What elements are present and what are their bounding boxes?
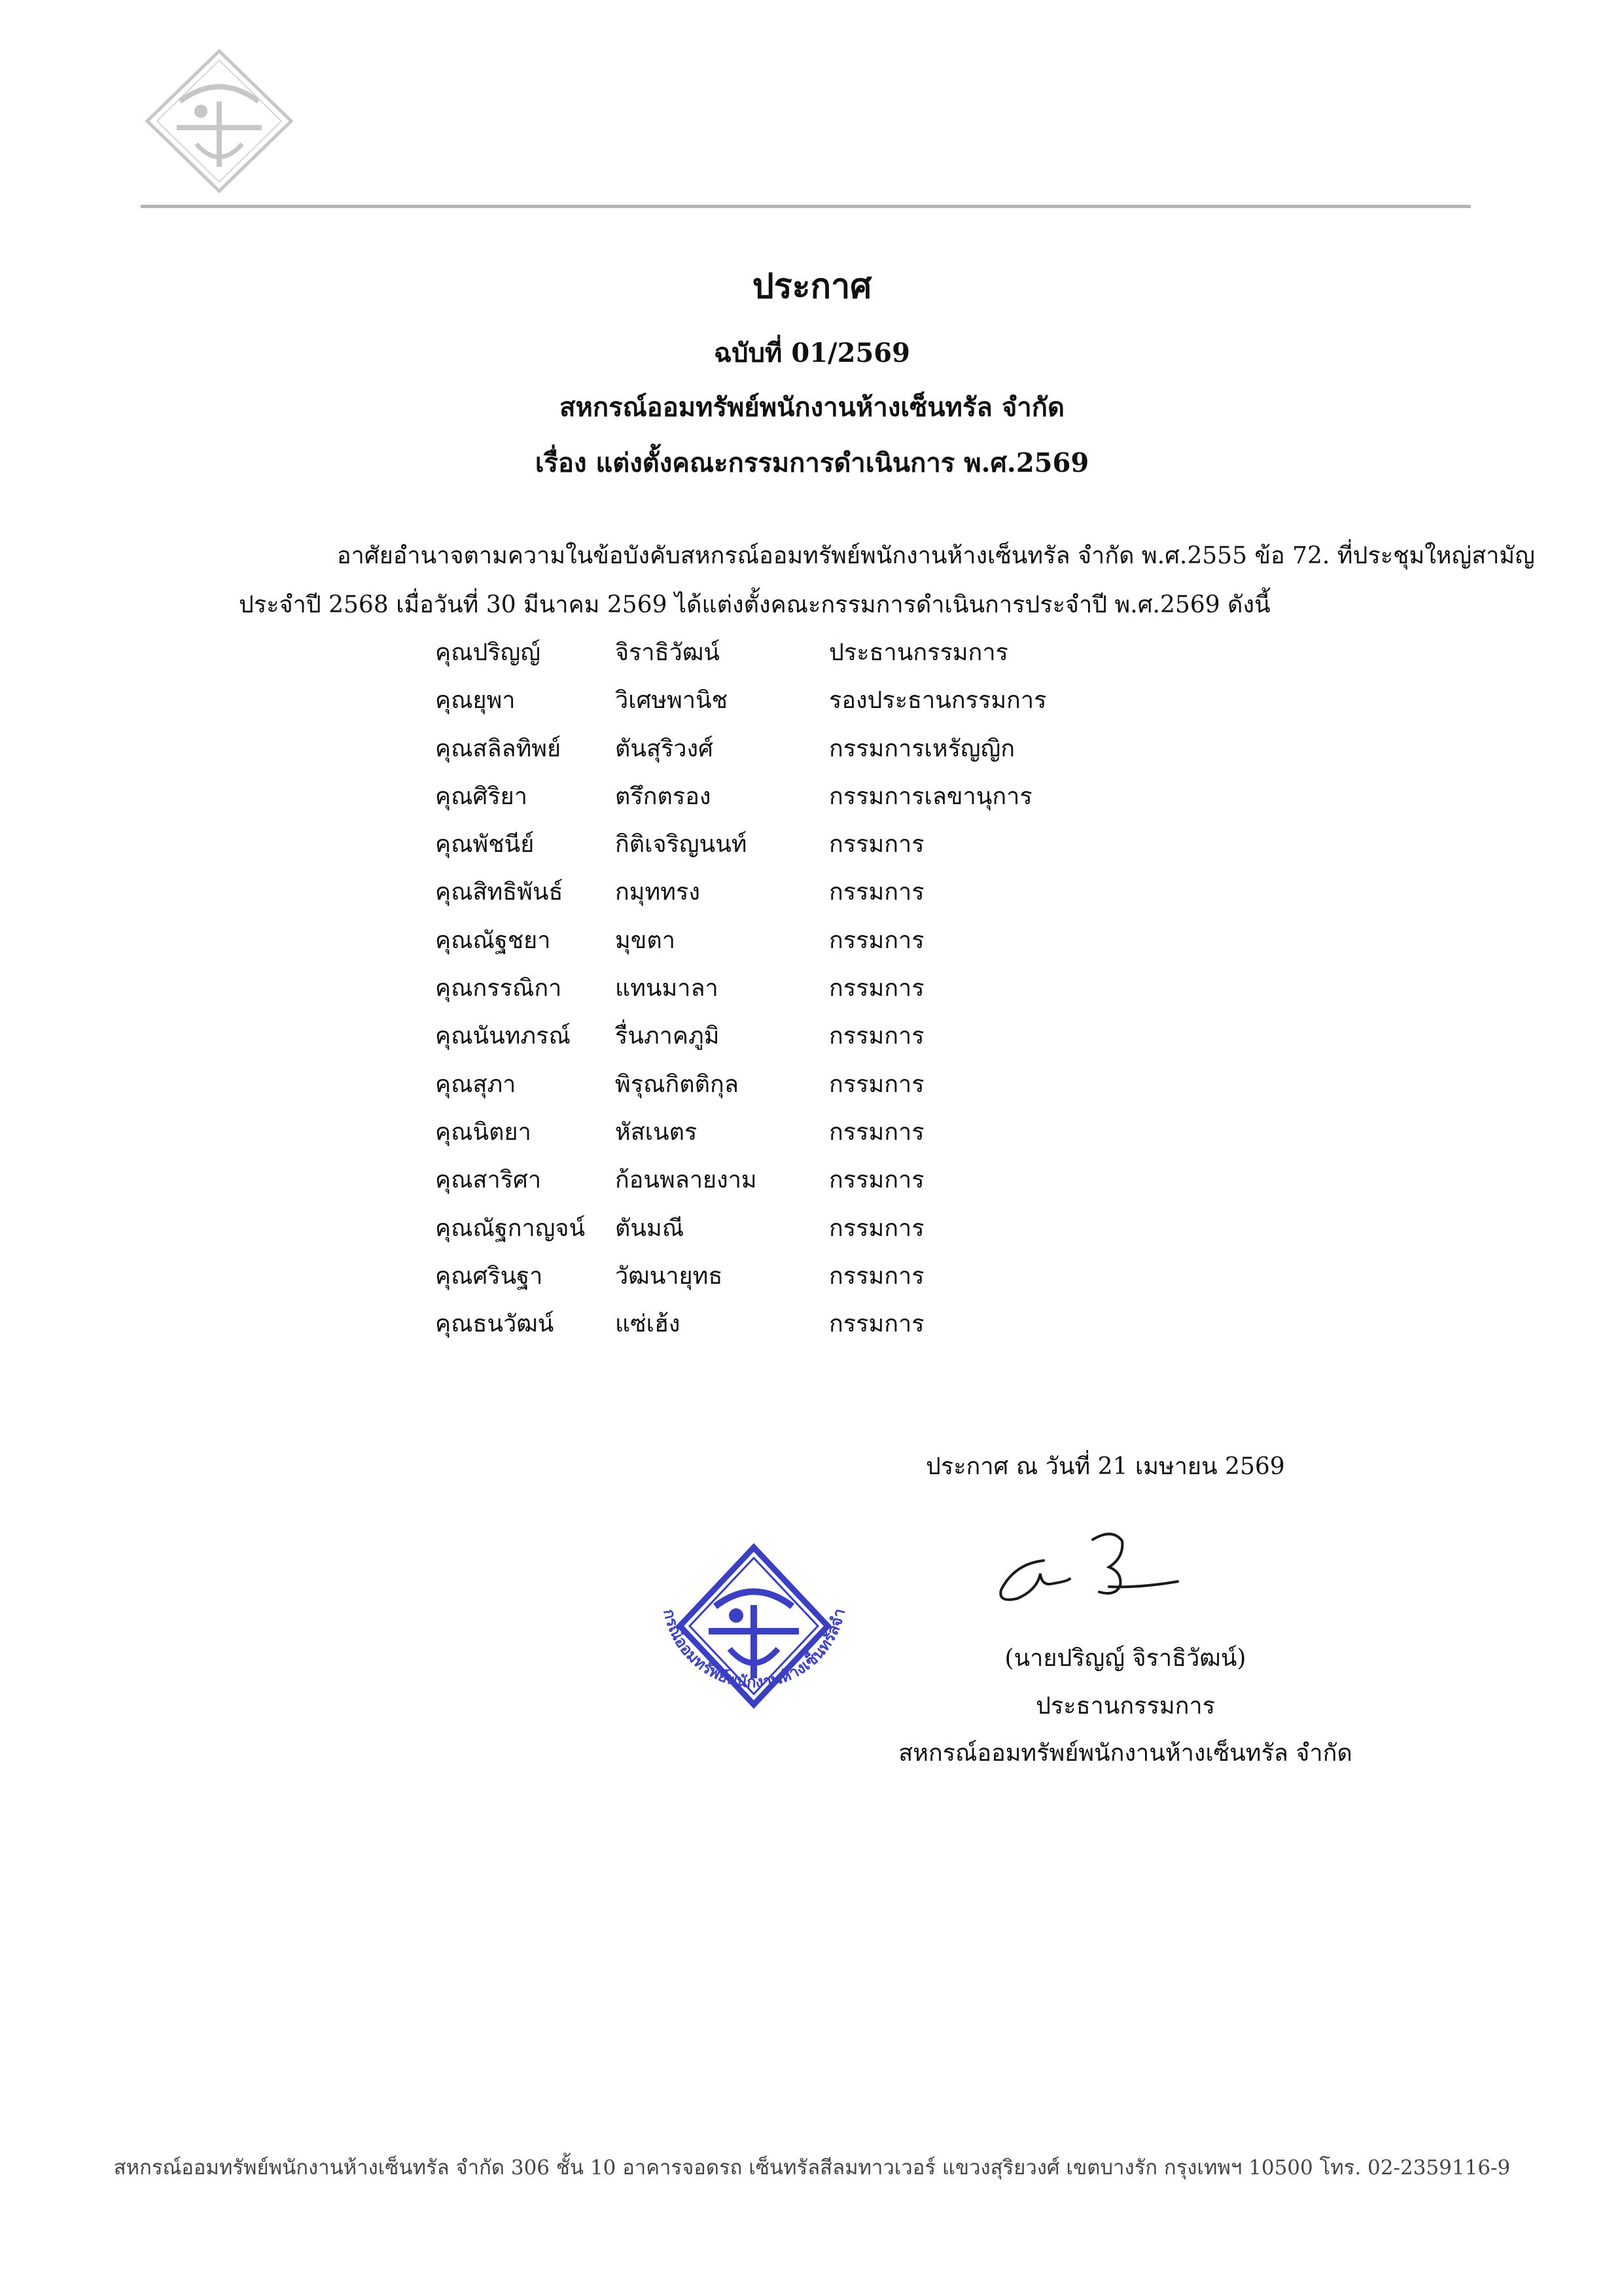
member-role: กรรมการ <box>829 975 925 1002</box>
member-first-name: คุณพัชนีย์ <box>435 831 535 858</box>
member-last-name: กมุททรง <box>615 879 700 906</box>
member-first-name: คุณณัฐกาญจน์ <box>435 1214 586 1242</box>
member-last-name: จิราธิวัฒน์ <box>615 639 720 666</box>
member-last-name: กิติเจริญนนท์ <box>615 831 747 858</box>
member-role: กรรมการ <box>829 1262 925 1290</box>
member-first-name: คุณสุภา <box>435 1070 516 1098</box>
member-role: กรรมการ <box>829 1070 925 1098</box>
member-role: กรรมการ <box>829 831 925 858</box>
member-first-name: คุณสลิลทิพย์ <box>435 735 561 762</box>
member-role: กรรมการ <box>829 1023 925 1050</box>
member-last-name: ตันสุริวงศ์ <box>615 735 713 762</box>
announcement-subject: เรื่อง แต่งตั้งคณะกรรมการดำเนินการ พ.ศ.2569 <box>535 448 1089 478</box>
member-last-name: แซ่เฮ้ง <box>615 1311 680 1338</box>
member-role: กรรมการ <box>829 1214 925 1242</box>
signer-organization: สหกรณ์ออมทรัพย์พนักงานห้างเซ็นทรัล จำกัด <box>898 1740 1352 1767</box>
member-first-name: คุณสาริศา <box>435 1167 542 1194</box>
member-first-name: คุณศรินฐา <box>435 1262 543 1290</box>
announcement-issue: ฉบับที่ 01/2569 <box>714 338 910 368</box>
member-role: กรรมการ <box>829 879 925 906</box>
member-first-name: คุณยุพา <box>435 687 516 715</box>
cooperative-logo-icon <box>141 46 298 196</box>
member-role: กรรมการเลขานุการ <box>829 783 1033 810</box>
announcement-date: ประกาศ ณ วันที่ 21 เมษายน 2569 <box>926 1453 1285 1480</box>
intro-line-2: ประจำปี 2568 เมื่อวันที่ 30 มีนาคม 2569 ได้แต่งตั้งคณะกรรมการดำเนินการประจำปี พ.ศ.2569 ดังนี้ <box>239 592 1271 618</box>
member-first-name: คุณนิตยา <box>435 1118 531 1146</box>
announcement-title: ประกาศ <box>752 266 872 306</box>
organization-name: สหกรณ์ออมทรัพย์พนักงานห้างเซ็นทรัล จำกัด <box>559 392 1065 423</box>
member-role: ประธานกรรมการ <box>829 639 1008 666</box>
seal-text: กรณ์ออมทรัพย์พนักงานห้างเซ็นทรัลจำ <box>660 1606 849 1691</box>
footer-address: สหกรณ์ออมทรัพย์พนักงานห้างเซ็นทรัล จำกัด 306 ชั้น 10 อาคารจอดรถ เซ็นทรัลสีลมทาวเวอร์ แขวงสุริยวงศ์ เขตบางรัก กรุงเทพฯ 10500 โทร. 02-2359116-9 <box>113 2156 1511 2180</box>
header-rule <box>141 205 1471 208</box>
member-first-name: คุณนันทภรณ์ <box>435 1023 571 1050</box>
intro-line-1: อาศัยอำนาจตามความในข้อบังคับสหกรณ์ออมทรัพย์พนักงานห้างเซ็นทรัล จำกัด พ.ศ.2555 ข้อ 72. ที่ประชุมใหญ่สามัญ <box>337 542 1535 569</box>
member-first-name: คุณศิริยา <box>435 783 527 810</box>
signer-role: ประธานกรรมการ <box>1036 1693 1215 1720</box>
member-last-name: วัฒนายุทธ <box>615 1262 723 1290</box>
member-first-name: คุณณัฐชยา <box>435 927 551 954</box>
member-role: กรรมการ <box>829 1167 925 1194</box>
member-first-name: คุณสิทธิพันธ์ <box>435 879 563 906</box>
member-last-name: ตรึกตรอง <box>615 783 711 810</box>
member-last-name: ก้อนพลายงาม <box>615 1167 757 1194</box>
member-role: กรรมการเหรัญญิก <box>829 735 1015 762</box>
handwritten-signature <box>981 1521 1191 1613</box>
member-first-name: คุณกรรณิกา <box>435 975 562 1002</box>
member-last-name: พิรุณกิตติกุล <box>615 1070 739 1098</box>
member-last-name: ตันมณี <box>615 1214 684 1242</box>
signer-name: (นายปริญญ์ จิราธิวัฒน์) <box>1004 1645 1246 1672</box>
member-role: รองประธานกรรมการ <box>829 687 1047 715</box>
member-role: กรรมการ <box>829 1118 925 1146</box>
member-last-name: มุขตา <box>615 927 675 954</box>
member-role: กรรมการ <box>829 1311 925 1338</box>
member-first-name: คุณปริญญ์ <box>435 639 541 666</box>
member-first-name: คุณธนวัฒน์ <box>435 1311 554 1338</box>
member-last-name: วิเศษพานิช <box>615 687 728 715</box>
member-last-name: รื่นภาคภูมิ <box>615 1023 720 1050</box>
cooperative-seal-icon <box>638 1534 870 1750</box>
member-last-name: หัสเนตร <box>615 1118 697 1146</box>
member-role: กรรมการ <box>829 927 925 954</box>
member-last-name: แทนมาลา <box>615 975 718 1002</box>
